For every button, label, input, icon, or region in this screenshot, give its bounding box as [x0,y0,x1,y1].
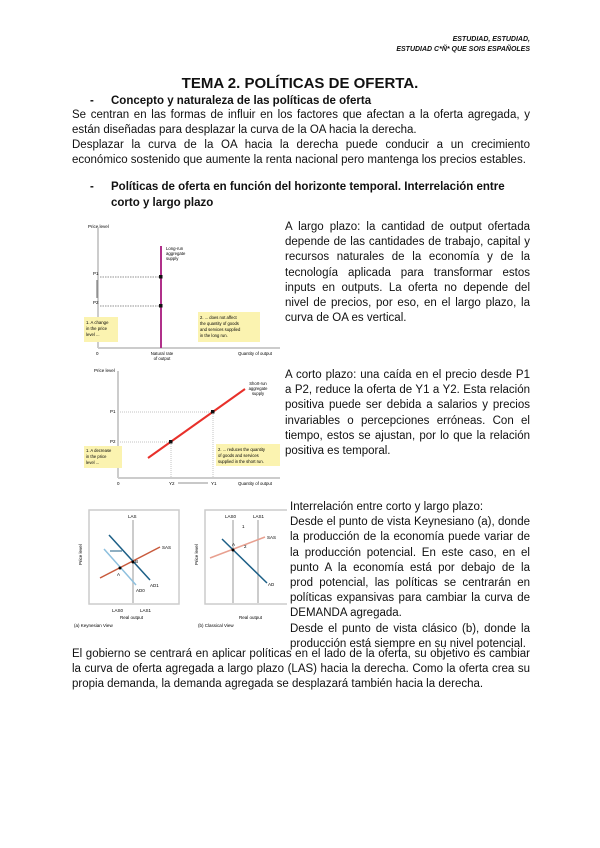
interrelation-line: Desde el punto de vista clásico (b), donde la producción está siempre en su nivel potencial. [290,622,530,650]
interrelation-text [290,500,530,652]
page-title: TEMA 2. POLÍTICAS DE OFERTA. [181,75,419,92]
svg-text:Real output: Real output [239,615,263,620]
svg-text:0: 0 [96,351,99,356]
svg-text:Y2: Y2 [169,481,175,486]
x-axis-label: Quantity of output [238,481,272,486]
svg-text:Price level: Price level [78,544,83,565]
svg-text:0: 0 [117,481,120,486]
curve-label: Long-run aggregate supply [166,246,186,261]
svg-text:2. ... reduces the quantityof: 2. ... reduces the quantity of goods and services supplied in the short run. [218,447,266,464]
long-run-text: A largo plazo: la cantidad de output ofertada depende de las cantidades de trabajo, capital y recursos naturales de la economía y de la tecnología aplicada para transformar estos inputs en outputs. La oferta no depende del nivel de precios, por eso, en el largo plazo, la curva de OA es vertical. [285,221,530,325]
section1-paragraph-2: Desplazar la curva de la OA hacia la derecha puede conducir a un crecimiento económico sostenido que aumente la renta nacional pero mantenga los precios estables. [72,139,530,167]
svg-text:Price level: Price level [194,544,199,565]
header-line-2: ESTUDIAD C*Ñ* QUE SOIS ESPAÑOLES [396,46,530,53]
p2-label: P2 [93,300,99,305]
svg-text:A: A [117,572,121,577]
section1-paragraph-1: Se centran en las formas de influir en los factores que afectan a la oferta agregada, y están diseñadas para desplazar la curva de la OA hacia la derecha. [72,109,530,137]
p1-label: P1 [93,271,99,276]
svg-text:LAS: LAS [128,514,137,519]
y-axis-label: Price level [94,368,115,373]
svg-text:LAS1: LAS1 [140,608,152,613]
caption-b: (b) Classical View [198,623,234,628]
svg-text:1. A decreasein the pricelevel: 1. A decrease in the price level ... [86,448,112,465]
final-paragraph: El gobierno se centrará en aplicar políticas en el lado de la oferta, su objetivo es cambiar la curva de oferta agregada a largo plazo (LAS) hacia la derecha. Como la oferta crea su propia demanda, la demanda agregada se desplazará también hacia la derecha. [72,648,530,691]
bullet-dash: - [90,95,94,107]
svg-text:2. ... does not affectthe quan: 2. ... does not affect the quantity of goods and services supplied in the long run. [200,315,241,338]
svg-text:Natural rateof output: Natural rate of output [150,351,174,361]
heading-text: Concepto y naturaleza de las políticas de oferta [111,95,372,107]
svg-text:SAS: SAS [267,535,277,540]
svg-text:SAS: SAS [162,545,172,550]
svg-text:LAS1: LAS1 [253,514,265,519]
section1-heading [90,93,372,109]
svg-text:P1: P1 [110,409,116,414]
keynesian-classical-figure [62,505,287,630]
interrelation-line: Interrelación entre corto y largo plazo: [290,501,484,513]
x-axis-label: Quantity of output [238,351,272,356]
caption-a: (a) Keynesian View [74,623,113,628]
svg-text:1. A changein the pricelevel .: 1. A change in the price level ... [86,320,109,337]
svg-text:Short-runaggregatesupply: Short-run aggregate supply [248,381,268,396]
svg-text:AD: AD [268,582,275,587]
svg-text:2: 2 [244,544,247,549]
svg-text:A: A [232,542,236,547]
svg-text:AD1: AD1 [150,583,159,588]
header-line-1: ESTUDIAD, ESTUDIAD, [452,36,530,43]
svg-text:Y1: Y1 [211,481,217,486]
svg-text:LAS0: LAS0 [225,514,237,519]
long-run-supply-figure [70,222,285,372]
svg-text:1: 1 [242,524,245,529]
short-run-supply-figure [70,366,285,494]
svg-text:LAS0: LAS0 [112,608,124,613]
svg-text:P2: P2 [110,439,116,444]
bullet-dash: - [90,181,94,193]
section2-heading [90,179,531,211]
heading-text: Políticas de oferta en función del horizonte temporal. Interrelación entre corto y largo plazo [111,181,505,209]
svg-text:AD0: AD0 [136,588,145,593]
svg-text:B: B [135,559,139,564]
short-run-text: A corto plazo: una caída en el precio desde P1 a P2, reduce la oferta de Y1 a Y2. Esta relación positiva puede ser debida a salarios y precios invariables o percepciones erróneas. Con el tiempo, estos se ajustan, por lo que la relación positiva es temporal. [285,369,530,458]
svg-text:Real output: Real output [120,615,144,620]
interrelation-line: Desde el punto de vista Keynesiano (a), donde la producción de la economía puede variar de la producción potencial. En este caso, en el punto A la economía está por debajo de la prod potencial, las políticas se centrarán en políticas expansivas para cambiar la curva de DEMANDA agregada. [290,516,530,620]
y-axis-label: Price level [88,224,109,229]
